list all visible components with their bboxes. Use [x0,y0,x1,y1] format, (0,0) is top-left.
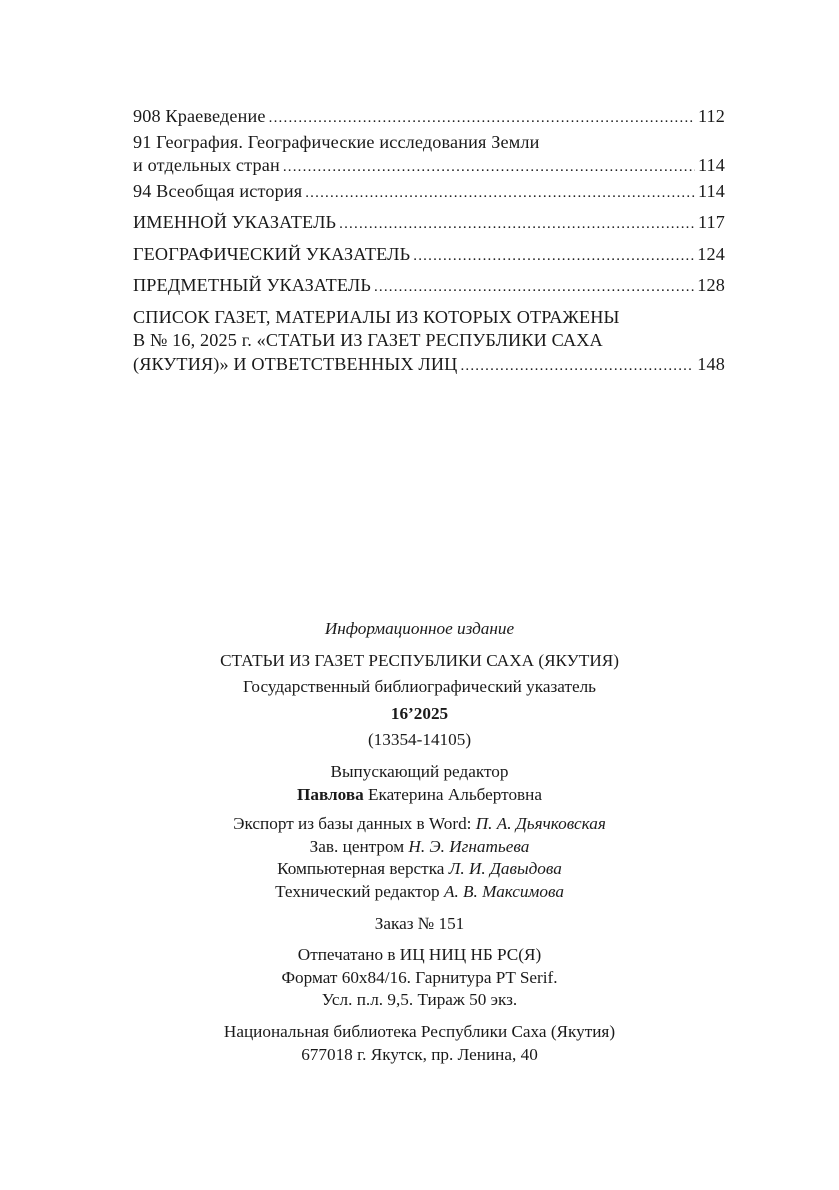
toc-leader-dots [269,107,695,131]
credit-name: А. В. Максимова [443,881,564,901]
toc-entry-title-line: 91 География. Географические исследования Земли [133,131,540,152]
editor-name: Екатерина Альбертовна [368,784,542,804]
credit-line [0,881,839,904]
imprint-block [0,618,839,1066]
table-of-contents [133,105,725,378]
toc-leader-dots [305,182,695,206]
record-range: (13354-14105) [367,730,472,750]
toc-entry-title: 908 Краеведение [133,106,266,126]
toc-entry-title: (ЯКУТИЯ)» И ОТВЕТСТВЕННЫХ ЛИЦ [133,353,458,374]
publication-subtitle: Государственный библиографический указатель [243,677,596,697]
toc-entry-page: 124 [697,243,725,264]
credit-role: Зав. центром [309,836,405,856]
editor-surname: Павлова [297,784,364,804]
toc-leader-dots [413,245,694,269]
toc-entry [133,243,725,269]
toc-entry-page: 128 [697,275,725,295]
toc-entry-title: ПРЕДМЕТНЫЙ УКАЗАТЕЛЬ [133,275,371,295]
toc-leader-dots [339,213,695,237]
toc-entry-title-line: СПИСОК ГАЗЕТ, МАТЕРИАЛЫ ИЗ КОТОРЫХ ОТРАЖЕНЫ [133,306,620,327]
toc-entry [133,274,725,300]
edition-type: Информационное издание [324,619,515,638]
credit-line [0,836,839,859]
toc-entry-title: ГЕОГРАФИЧЕСКИЙ УКАЗАТЕЛЬ [133,243,411,264]
format-info: Формат 60х84/16. Гарнитура PT Serif. [281,967,558,987]
toc-entry-title: 94 Всеобщая история [133,180,303,201]
toc-entry-title-line: В № 16, 2025 г. «СТАТЬИ ИЗ ГАЗЕТ РЕСПУБЛИКИ САХА [133,330,603,350]
credit-name: П. А. Дьячковская [475,814,606,834]
toc-leader-dots [460,355,694,379]
order-number: Заказ № 151 [374,913,465,933]
toc-leader-dots [283,156,695,180]
credit-role: Технический редактор [275,881,440,901]
credit-name: Н. Э. Игнатьева [408,836,530,856]
credit-line [0,858,839,881]
toc-entry [133,180,725,206]
publisher-address: 677018 г. Якутск, пр. Ленина, 40 [301,1044,538,1064]
credit-role: Компьютерная верстка [277,859,445,879]
printed-by: Отпечатано в ИЦ НИЦ НБ РС(Я) [297,945,542,965]
toc-entry [133,211,725,237]
publication-title: СТАТЬИ ИЗ ГАЗЕТ РЕСПУБЛИКИ САХА (ЯКУТИЯ) [220,650,619,670]
credit-name: Л. И. Давыдова [448,859,562,879]
editor-role: Выпускающий редактор [330,761,509,781]
toc-entry-page: 148 [697,353,725,374]
toc-entry-title: и отдельных стран [133,155,280,175]
editor-line [0,784,839,807]
toc-leader-dots [374,276,694,300]
print-run: Усл. п.л. 9,5. Тираж 50 экз. [321,990,518,1010]
credit-role: Экспорт из базы данных в Word: [233,814,472,834]
toc-entry-page: 112 [697,106,725,126]
issue-number: 16’2025 [390,703,449,723]
toc-entry [133,154,725,180]
toc-entry-page: 114 [697,180,725,201]
credit-line [0,813,839,836]
toc-entry [133,353,725,379]
toc-entry [133,105,725,131]
toc-entry-title: ИМЕННОЙ УКАЗАТЕЛЬ [133,212,337,232]
publisher-name: Национальная библиотека Республики Саха (Якутия) [223,1021,616,1041]
toc-entry-page: 117 [697,212,725,232]
toc-entry-page: 114 [697,155,725,175]
